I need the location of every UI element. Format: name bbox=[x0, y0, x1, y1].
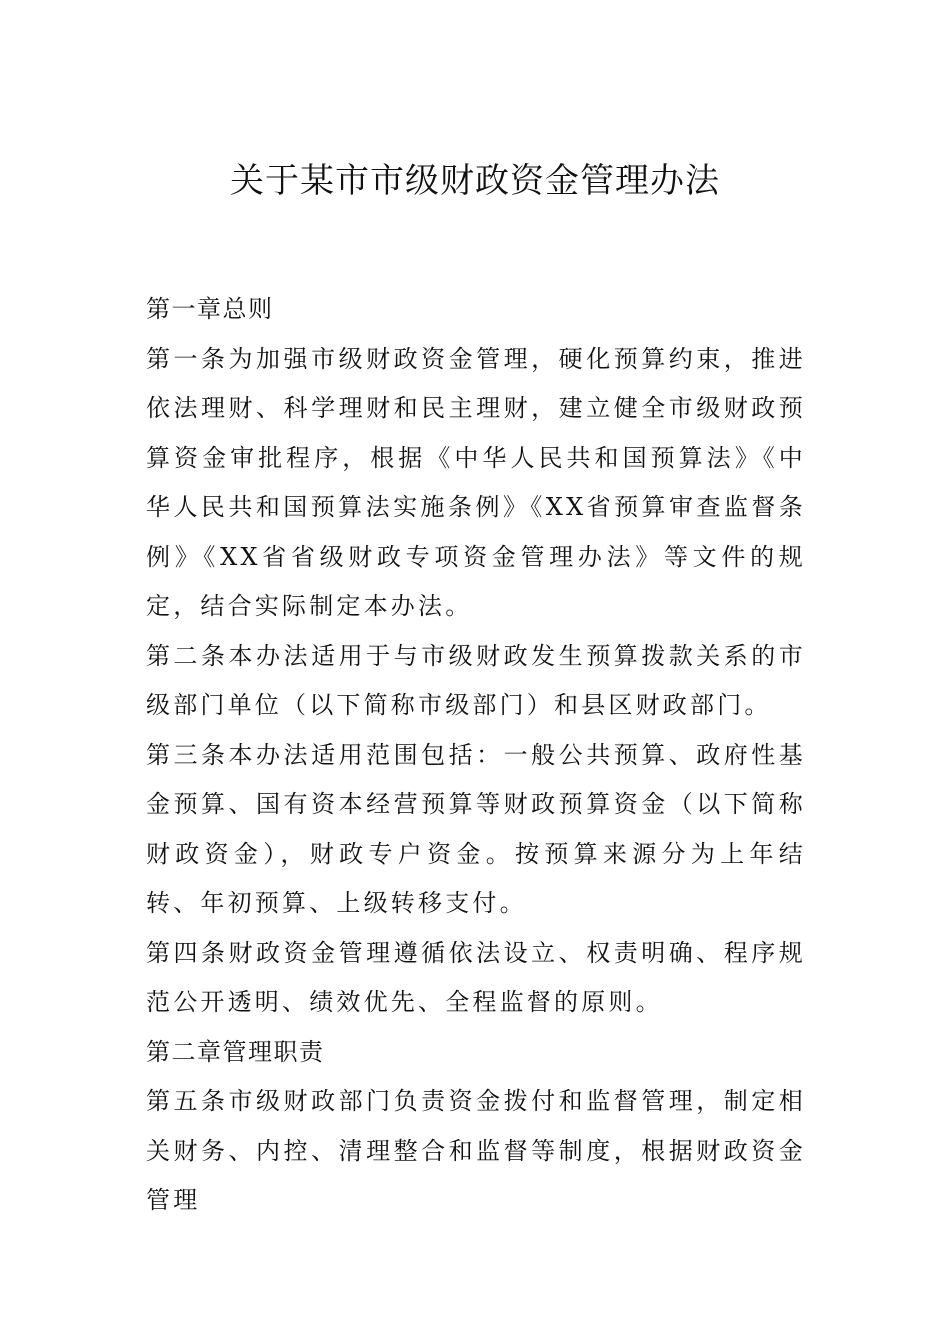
document-body bbox=[146, 285, 806, 1226]
article-paragraph: 第五条市级财政部门负责资金拨付和监督管理，制定相关财务、内控、清理整合和监督等制度，根据财政资金管理 bbox=[146, 1087, 806, 1214]
chapter-heading: 第一章总则 bbox=[146, 295, 274, 323]
document-title: 关于某市市级财政资金管理办法 bbox=[230, 161, 720, 201]
article-paragraph: 第二条本办法适用于与市级财政发生预算拨款关系的市级部门单位（以下简称市级部门）和县区财政部门。 bbox=[146, 641, 806, 719]
chapter-heading: 第二章管理职责 bbox=[146, 1037, 325, 1066]
article-paragraph: 第三条本办法适用范围包括：一般公共预算、政府性基金预算、国有资本经营预算等财政预算资金（以下简称财政资金），财政专户资金。按预算来源分为上年结转、年初预算、上级转移支付。 bbox=[146, 740, 806, 917]
article-paragraph: 第四条财政资金管理遵循依法设立、权责明确、程序规范公开透明、绩效优先、全程监督的原则。 bbox=[146, 938, 806, 1016]
article-paragraph: 第一条为加强市级财政资金管理，硬化预算约束，推进依法理财、科学理财和民主理财，建立健全市级财政预算资金审批程序，根据《中华人民共和国预算法》《中华人民共和国预算法实施条例》《XX省预算审查监督条例》《XX省省级财政专项资金管理办法》等文件的规定，结合实际制定本办法。 bbox=[146, 344, 806, 620]
